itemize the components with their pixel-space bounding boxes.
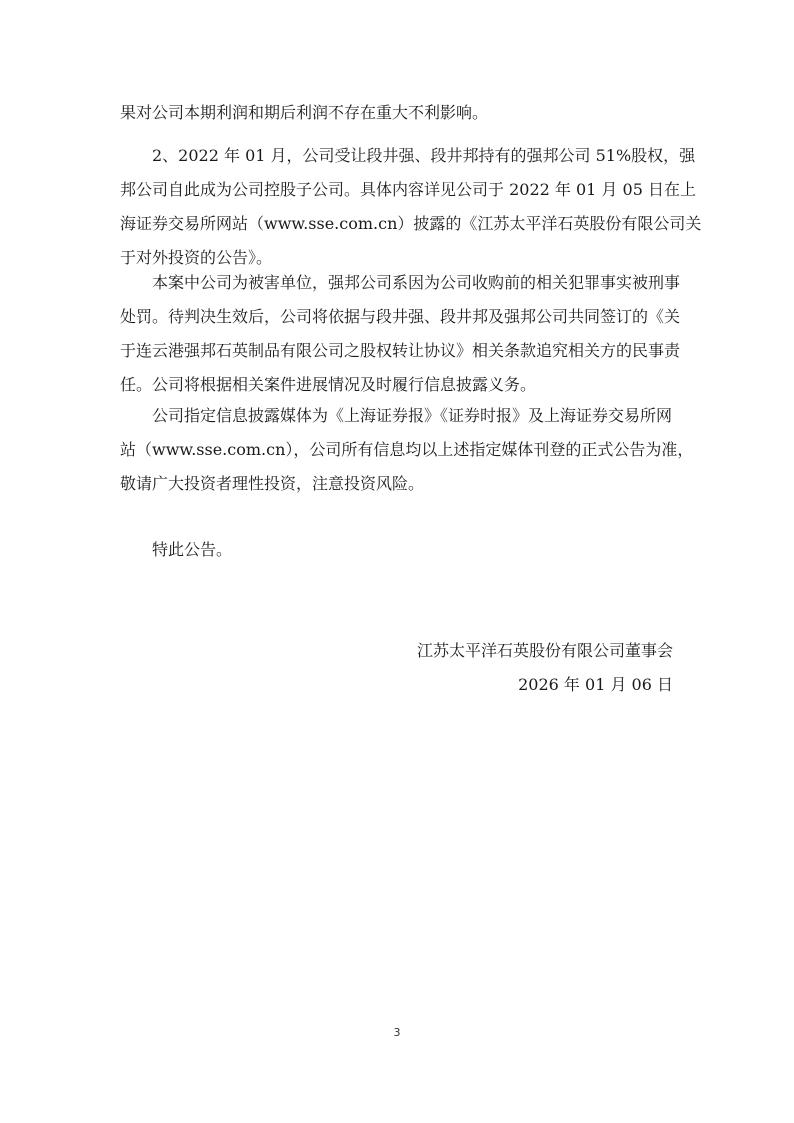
paragraph-acquisition — [120, 139, 702, 275]
paragraph-line: 处罚。待判决生效后，公司将依据与段井强、段井邦及强邦公司共同签订的《关 — [120, 307, 681, 326]
page-number: 3 — [393, 1026, 401, 1039]
paragraph-disclosure-media — [120, 399, 694, 501]
paragraph-closing — [120, 533, 676, 567]
paragraph-line: 任。公司将根据相关案件进展情况及时履行信息披露义务。 — [120, 375, 537, 394]
paragraph-line: 敬请广大投资者理性投资，注意投资风险。 — [120, 474, 425, 493]
paragraph-line: 特此公告。 — [120, 540, 233, 559]
paragraph-line: 本案中公司为被害单位，强邦公司系因为公司收购前的相关犯罪事实被刑事 — [120, 273, 681, 292]
paragraph-line: 海证券交易所网站（www.sse.com.cn）披露的《江苏太平洋石英股份有限公司关 — [120, 214, 702, 233]
paragraph-line: 于连云港强邦石英制品有限公司之股权转让协议》相关条款追究相关方的民事责 — [120, 341, 681, 360]
paragraph-line: 2、2022 年 01 月，公司受让段井强、段井邦持有的强邦公司 51%股权，强 — [120, 146, 696, 165]
paragraph-line: 果对公司本期利润和期后利润不存在重大不利影响。 — [120, 103, 489, 122]
paragraph-line: 公司指定信息披露媒体为《上海证券报》《证券时报》及上海证券交易所网 — [120, 406, 673, 425]
paragraph-case-statement — [120, 266, 681, 402]
paragraph-line: 于对外投资的公告》。 — [120, 248, 273, 267]
signature-date: 2026 年 01 月 06 日 — [518, 675, 673, 694]
paragraph-line: 站（www.sse.com.cn），公司所有信息均以上述指定媒体刊登的正式公告为准， — [120, 440, 694, 459]
paragraph-continuation — [120, 96, 676, 130]
paragraph-line: 邦公司自此成为公司控股子公司。具体内容详见公司于 2022 年 01 月 05 日在上 — [120, 180, 696, 199]
signature-company: 江苏太平洋石英股份有限公司董事会 — [416, 641, 673, 660]
signature-block — [417, 634, 673, 702]
